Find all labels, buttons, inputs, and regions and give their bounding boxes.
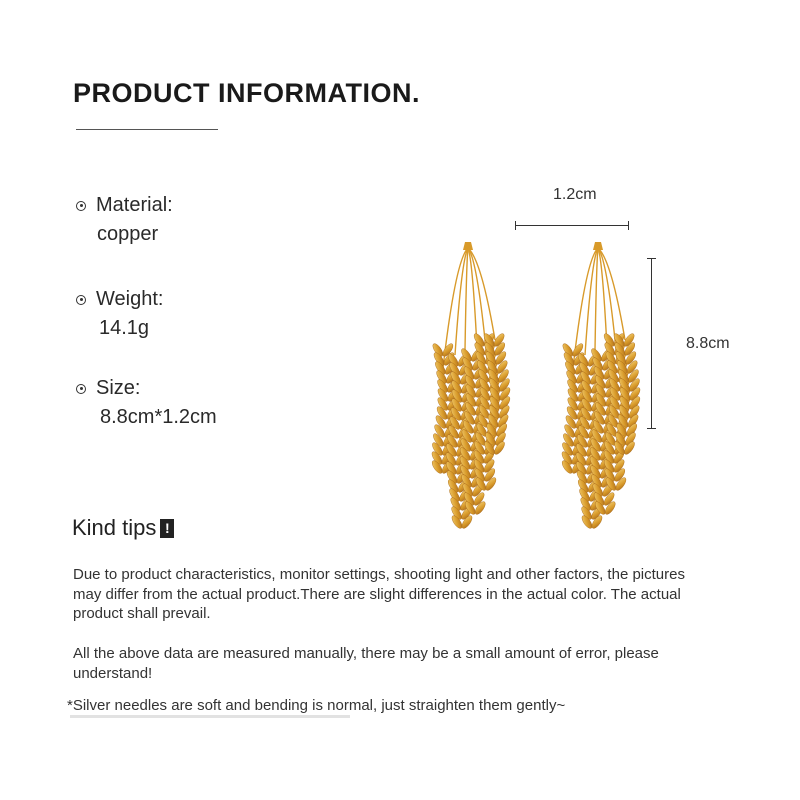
page-title: PRODUCT INFORMATION. — [73, 78, 420, 108]
spec-value: copper — [97, 223, 159, 245]
spec-label: Material: — [96, 194, 173, 216]
spec-value: 14.1g — [99, 317, 150, 339]
tips-paragraph-1: Due to product characteristics, monitor settings, shooting light and other factors, the pictures may differ from the actual product.There are slight differences in the actual color. The actual product shall prevail. — [73, 566, 685, 622]
note-highlight — [70, 715, 350, 718]
width-dimension-label: 1.2cm — [553, 186, 597, 203]
spec-size — [76, 377, 217, 429]
bullet-icon — [76, 295, 86, 305]
kind-tips-title: Kind tips — [72, 515, 157, 540]
earring-right-image — [555, 240, 645, 535]
spec-label: Size: — [96, 377, 141, 399]
title-divider — [76, 129, 218, 130]
earring-left-image — [425, 240, 515, 535]
spec-value: 8.8cm*1.2cm — [100, 406, 217, 428]
width-dimension-line — [515, 225, 629, 226]
tips-note: *Silver needles are soft and bending is normal, just straighten them gently~ — [67, 697, 566, 714]
spec-material — [76, 194, 173, 246]
height-dimension-line — [651, 258, 652, 429]
height-dimension-label: 8.8cm — [686, 335, 730, 352]
bullet-icon — [76, 201, 86, 211]
spec-weight — [76, 288, 163, 340]
exclamation-icon: ! — [160, 519, 174, 538]
kind-tips-heading — [72, 515, 174, 541]
bullet-icon — [76, 384, 86, 394]
tips-paragraph-2: All the above data are measured manually, there may be a small amount of error, please understand! — [73, 645, 659, 682]
spec-label: Weight: — [96, 288, 164, 310]
